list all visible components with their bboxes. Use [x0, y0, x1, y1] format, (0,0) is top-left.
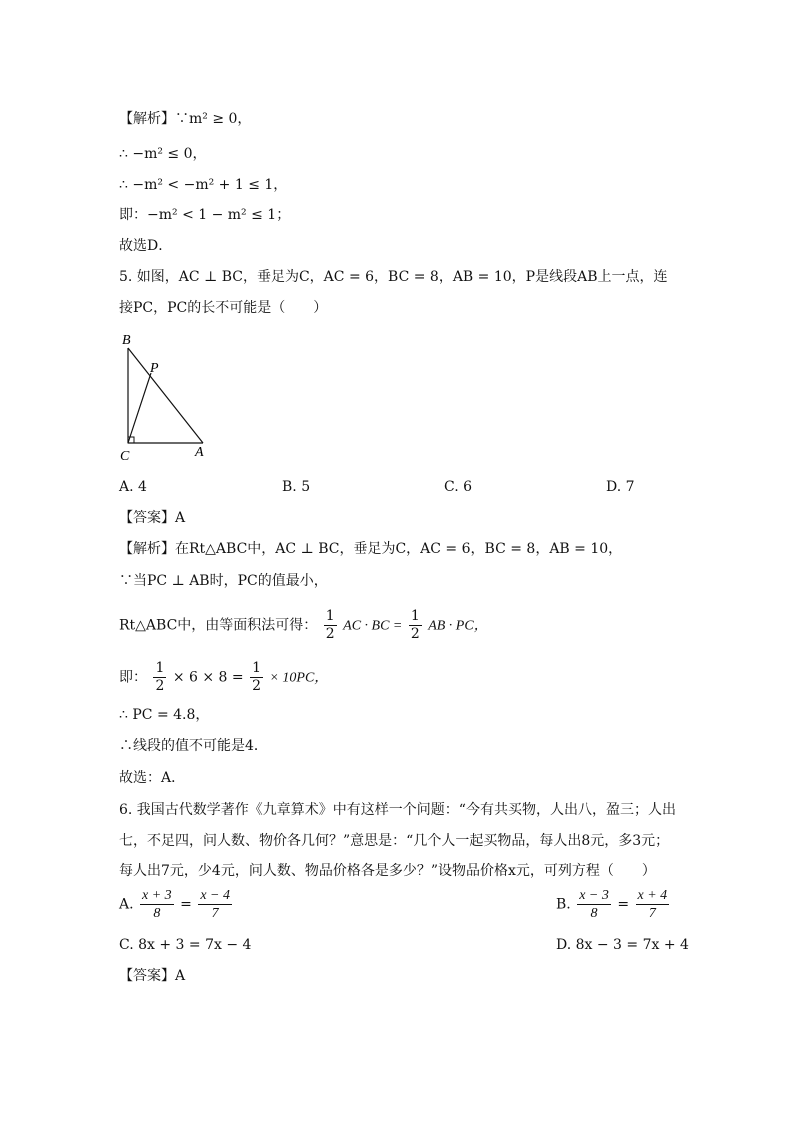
vertex-a-label: A — [195, 445, 204, 460]
q5-option-c: C. 6 — [444, 479, 473, 495]
equals-sign: = — [617, 896, 630, 913]
q5-option-b: B. 5 — [282, 479, 311, 495]
option-label: A. — [119, 896, 134, 913]
option-label: B. — [556, 896, 571, 913]
q5-analysis-line-3 — [119, 608, 488, 643]
q6-option-c: C. 8x + 3 = 7x − 4 — [119, 937, 252, 953]
q5-analysis-line-6: ∴线段的值不可能是4． — [119, 738, 268, 754]
q6-stem-line-3: 每人出7元，少4元，问人数、物品价格各是多少？”设物品价格x元，可列方程（ ） — [119, 863, 656, 879]
q5-stem-line-2: 接PC，PC的长不可能是（ ） — [119, 300, 328, 316]
fraction: $\frac{x - 3}{8}$ — [579, 888, 609, 921]
analysis-line-3: ∴ −m² < −m² + 1 ≤ 1， — [119, 177, 288, 193]
area-expr-right: AB · PC， — [428, 618, 488, 634]
q5-option-d: D. 7 — [606, 479, 635, 495]
product-left: × 6 × 8 = — [172, 669, 244, 686]
q6-option-a — [119, 887, 234, 922]
q6-stem-line-2: 七，不足四，问人数、物价各几何？”意思是：“几个人一起买物品，每人出8元，多3元； — [119, 833, 670, 849]
q6-option-d: D. 8x − 3 = 7x + 4 — [556, 937, 689, 953]
half-fraction: $\frac{1}{2}$ — [252, 660, 262, 694]
vertex-c-label: C — [120, 449, 130, 464]
namely-label: 即： — [119, 669, 147, 686]
fraction: $\frac{x - 4}{7}$ — [200, 888, 230, 921]
q5-analysis-line-4 — [119, 660, 328, 695]
q5-triangle-figure — [115, 328, 235, 468]
analysis-line-4: 即：−m² < 1 − m² ≤ 1； — [119, 207, 291, 223]
q5-answer: 【答案】A — [119, 510, 186, 526]
q6-option-b — [556, 887, 671, 922]
q5-stem-line-1: 5. 如图，AC ⊥ BC，垂足为C，AC = 6，BC = 8，AB = 10，P是线段AB上一点，连 — [119, 269, 668, 285]
q5-analysis-line-2: ∵当PC ⊥ AB时，PC的值最小， — [119, 573, 328, 589]
vertex-b-label: B — [122, 333, 131, 348]
analysis-line-1: 【解析】∵m² ≥ 0， — [119, 111, 252, 127]
point-p-label: P — [150, 361, 159, 376]
analysis-line-2: ∴ −m² ≤ 0， — [119, 146, 207, 162]
product-right: × 10PC， — [269, 670, 329, 686]
analysis-line-5: 故选D． — [119, 238, 173, 254]
equal-area-intro: Rt△ABC中，由等面积法可得： — [119, 617, 318, 634]
half-fraction: $\frac{1}{2}$ — [325, 608, 335, 642]
q5-analysis-line-5: ∴ PC = 4.8， — [119, 707, 210, 723]
area-expr-left: AC · BC = — [343, 618, 403, 634]
equals-sign: = — [180, 896, 192, 913]
q5-option-a: A. 4 — [119, 479, 147, 495]
q5-analysis-line-1: 【解析】在Rt△ABC中，AC ⊥ BC，垂足为C，AC = 6，BC = 8，AB = 10， — [119, 541, 623, 557]
q6-stem-line-1: 6. 我国古代数学著作《九章算术》中有这样一个问题：“今有共买物，人出八，盈三；人出 — [119, 802, 676, 818]
fraction: $\frac{x + 3}{8}$ — [142, 888, 172, 921]
half-fraction: $\frac{1}{2}$ — [155, 660, 165, 694]
q5-analysis-line-7: 故选：A． — [119, 770, 186, 786]
q6-answer: 【答案】A — [119, 968, 186, 984]
half-fraction: $\frac{1}{2}$ — [410, 608, 420, 642]
fraction: $\frac{x + 4}{7}$ — [637, 888, 668, 921]
